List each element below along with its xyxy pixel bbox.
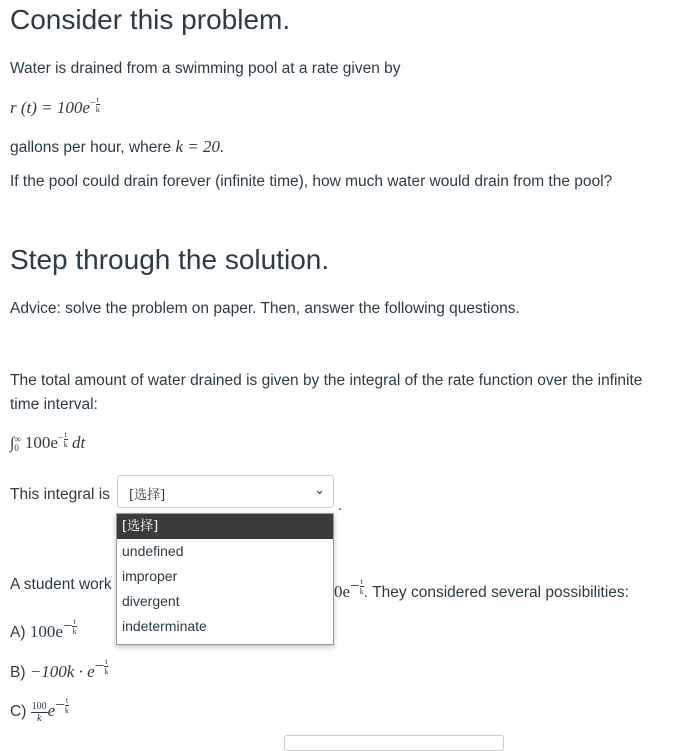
advice-text: Advice: solve the problem on paper. Then, answer the following questions. (10, 300, 520, 317)
choice-c-exp-sign: − (55, 695, 65, 714)
question-text: If the pool could drain forever (infinite time), how much water would drain from the pool? (10, 173, 613, 190)
student-exp-num: t (360, 577, 363, 587)
answer-input-box[interactable] (284, 735, 504, 751)
student-text-suffix (334, 576, 629, 602)
dropdown-selected-value: [选择] (129, 488, 166, 503)
intro-text: Water is drained from a swimming pool at a rate given by (10, 60, 401, 77)
choice-c-exp-num: t (65, 696, 69, 706)
student-text-prefix: A student work (10, 576, 112, 593)
k-equation: k = 20. (175, 137, 225, 156)
integral-formula (10, 430, 85, 453)
choice-b-expr: −100k · e (29, 662, 95, 682)
student-exp-sign: − (350, 576, 360, 595)
integral-lower-limit: 0 (14, 443, 19, 454)
integral-exp-sign: − (57, 433, 64, 445)
choice-b-exp-den: k (104, 667, 109, 677)
choice-a-exp-sign: − (62, 616, 73, 635)
choice-c-num: 100 (31, 700, 47, 712)
choice-a-expr: 100e (29, 622, 63, 642)
rate-exp-den: k (95, 105, 100, 114)
dropdown-option-select[interactable]: [选择] (117, 514, 333, 539)
choice-b-exp-sign: − (94, 656, 105, 675)
dropdown-option-undefined[interactable]: undefined (122, 543, 184, 559)
integral-sign: ∫ (10, 434, 15, 452)
integral-intro-line1: The total amount of water drained is given by the integral of the rate function over the infinite (10, 372, 643, 389)
choice-c-e: e (47, 701, 56, 721)
integral-upper-limit: ∞ (14, 434, 21, 445)
page-heading: Consider this problem. (10, 4, 291, 35)
integral-exp-den: k (63, 440, 68, 449)
choice-c (10, 695, 69, 724)
dropdown-option-improper[interactable]: improper (122, 568, 178, 584)
integral-exp-num: t (64, 430, 67, 439)
rate-formula (10, 95, 100, 118)
choice-b (10, 656, 108, 682)
dropdown-option-indeterminate[interactable]: indeterminate (122, 618, 207, 634)
units-line (10, 137, 224, 157)
integral-is-label: This integral is (10, 486, 110, 503)
section-heading: Step through the solution. (10, 244, 330, 275)
choice-b-exp-num: t (105, 657, 108, 667)
rate-exp-num: t (96, 95, 99, 104)
student-suffix-text: . They considered several possibilities: (363, 584, 629, 602)
choice-a-exp-den: k (72, 627, 77, 637)
choice-a (10, 616, 77, 642)
rate-lhs: r (t) = 100e (10, 97, 90, 117)
rate-exp-sign: − (89, 98, 96, 110)
student-exp-den: k (359, 587, 364, 597)
choice-b-label: B) (10, 664, 30, 682)
units-text: gallons per hour, where (10, 139, 172, 156)
integral-intro-line2: time interval: (10, 396, 98, 413)
choice-a-label: A) (10, 624, 30, 642)
student-partial-expr: 0e (334, 582, 351, 602)
dropdown-options-menu (116, 513, 334, 645)
choice-c-label: C) (10, 703, 31, 721)
dropdown-option-divergent[interactable]: divergent (122, 593, 180, 609)
chevron-down-icon: ⌄ (314, 483, 325, 498)
sentence-period: . (338, 497, 343, 514)
choice-c-den: k (36, 712, 42, 724)
integral-type-dropdown[interactable] (117, 475, 334, 508)
integral-dt: dt (71, 432, 86, 452)
choice-a-exp-num: t (73, 617, 76, 627)
choice-c-exp-den: k (64, 706, 69, 716)
integral-body: 100e (24, 432, 58, 452)
